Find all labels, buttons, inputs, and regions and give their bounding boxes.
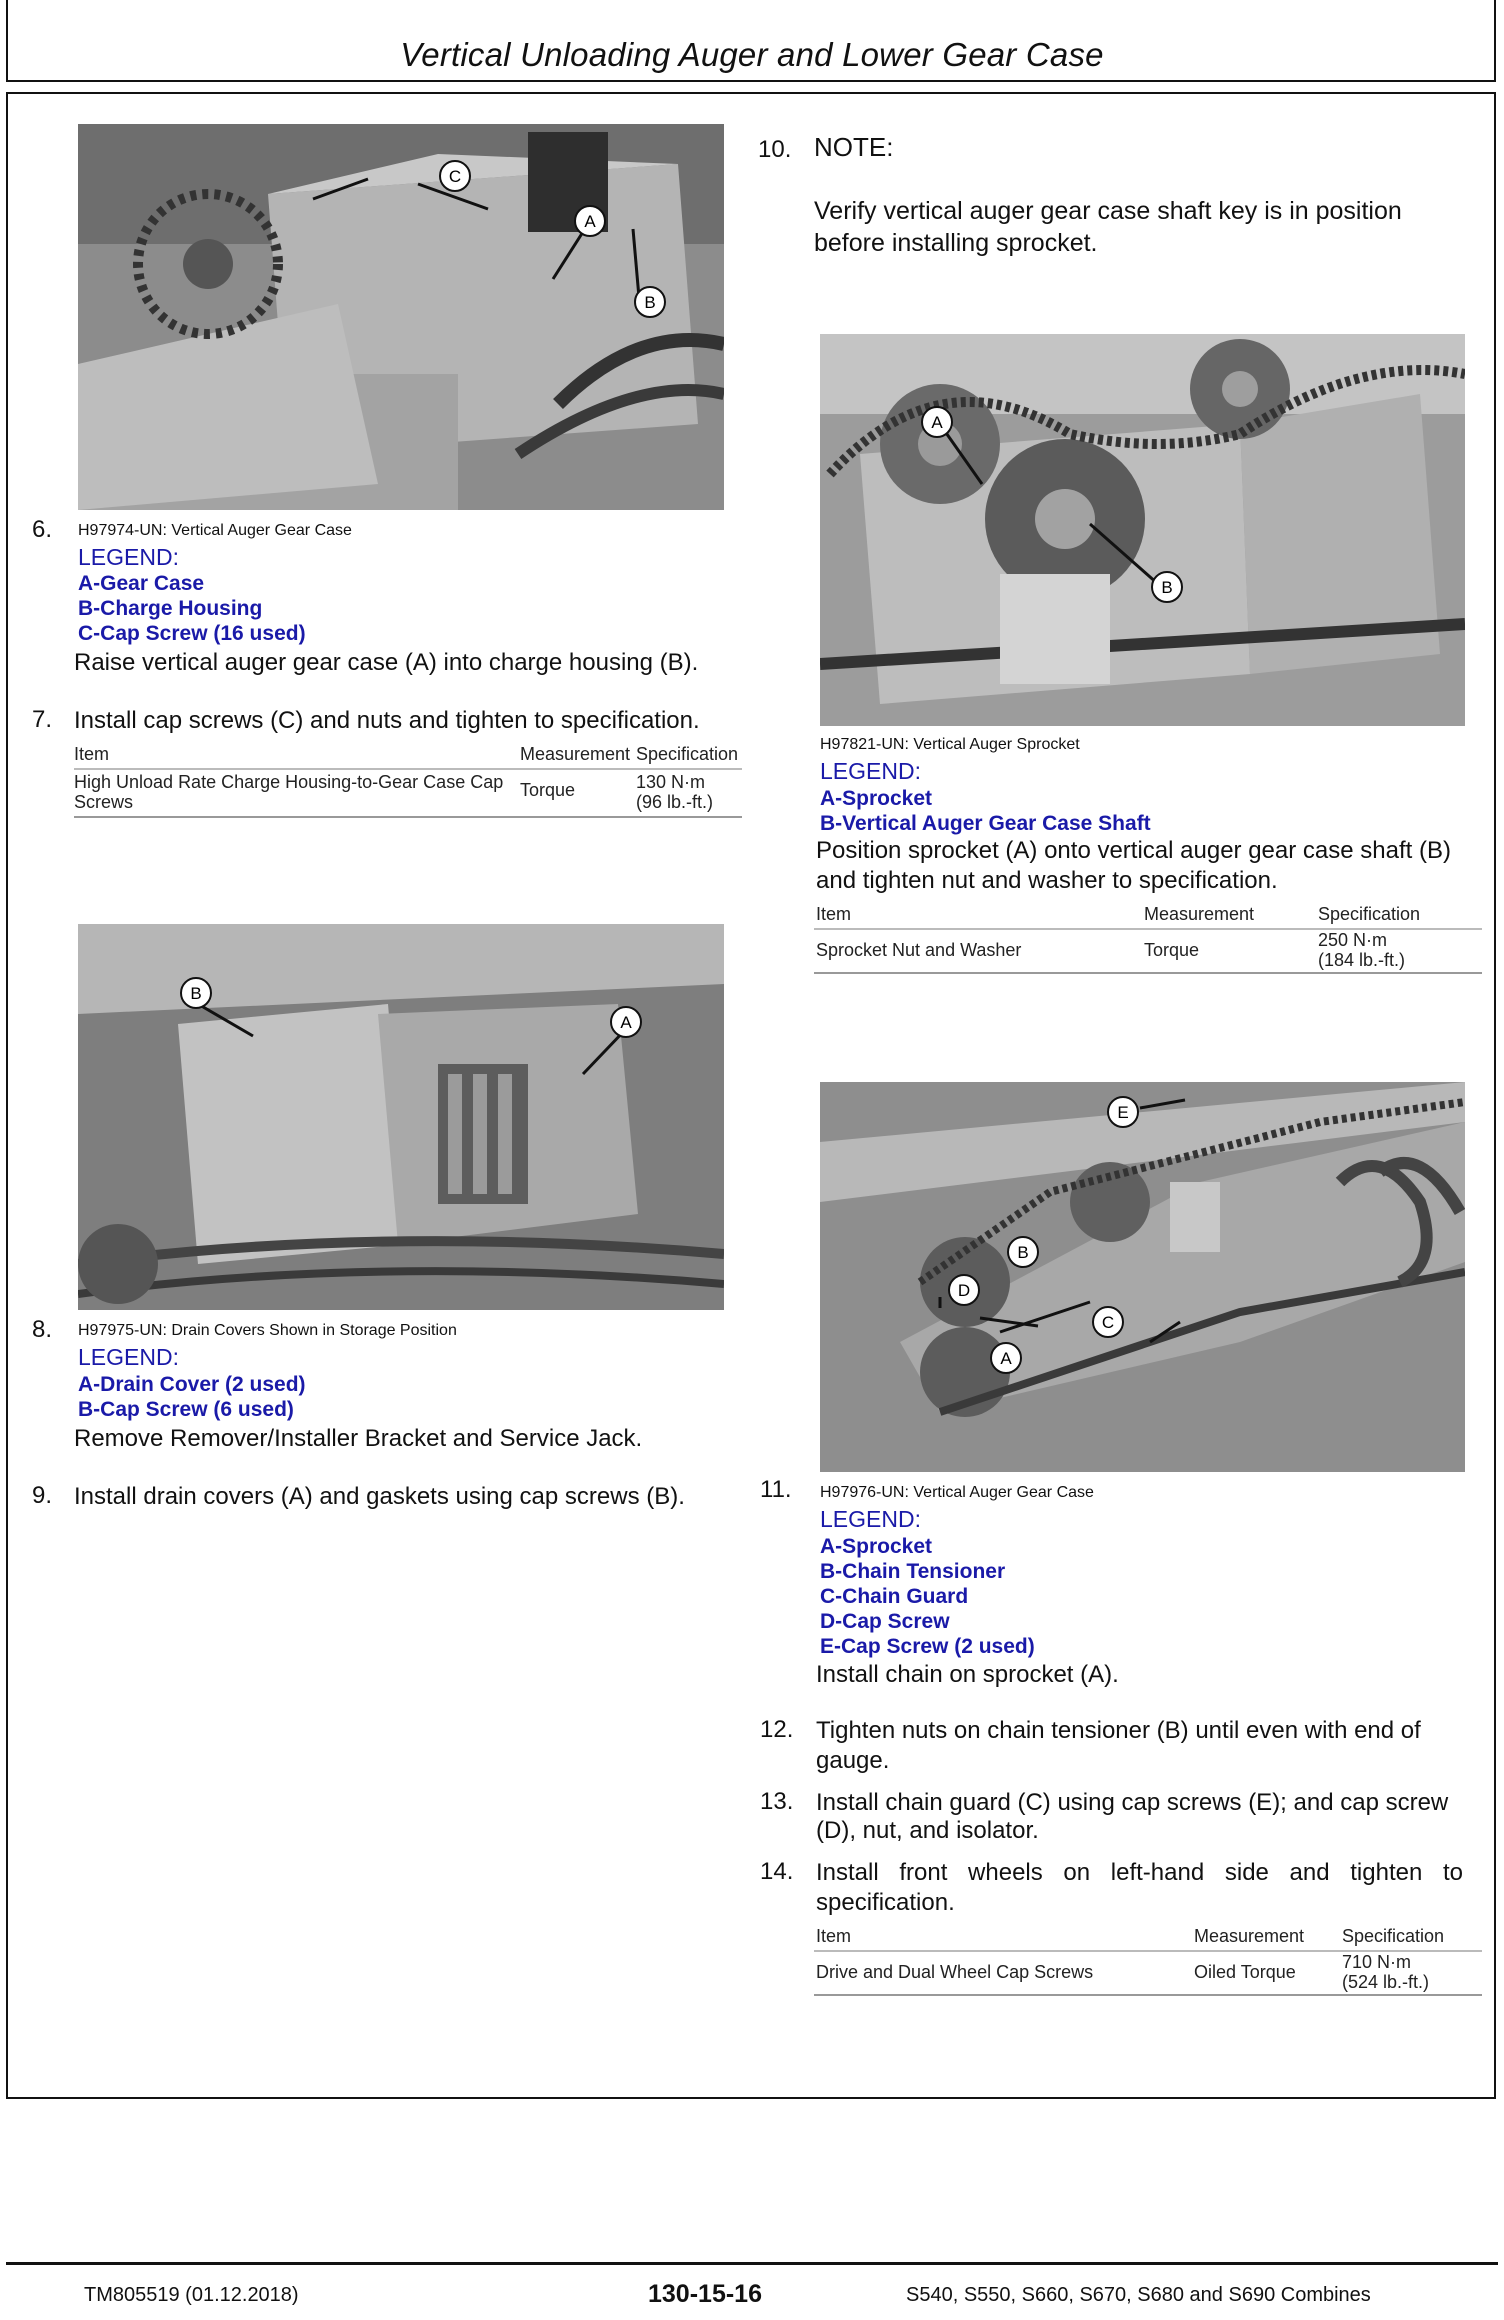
step-number: 14. xyxy=(760,1858,794,1885)
note-text: Verify vertical auger gear case shaft key is in position xyxy=(814,197,1402,225)
legend-list xyxy=(820,786,1151,836)
photo-drain-covers xyxy=(78,924,724,1310)
callout-letter: E xyxy=(1117,1103,1129,1122)
table-header-measurement: Measurement xyxy=(1194,1926,1305,1946)
table-cell-spec: 710 N·m xyxy=(1342,1952,1412,1972)
spec-table xyxy=(74,744,742,822)
step-number: 12. xyxy=(760,1716,794,1743)
table-rule xyxy=(74,768,742,770)
table-header-item: Item xyxy=(74,744,110,764)
table-header-specification: Specification xyxy=(1342,1926,1445,1946)
step-text: Install drain covers (A) and gaskets using cap screws (B). xyxy=(74,1483,685,1510)
table-rule xyxy=(814,1994,1482,1996)
table-cell-measurement: Torque xyxy=(520,780,576,800)
spec-table xyxy=(814,904,1482,976)
step-number: 11. xyxy=(760,1476,792,1503)
table-cell-spec: (184 lb.-ft.) xyxy=(1318,950,1406,970)
footer-rule xyxy=(6,2262,1498,2265)
page-title: Vertical Unloading Auger and Lower Gear Case xyxy=(400,36,1104,73)
table-cell-spec: (96 lb.-ft.) xyxy=(636,792,714,812)
legend-title: LEGEND: xyxy=(820,1506,921,1532)
legend-item: A-Gear Case xyxy=(78,572,205,595)
legend-title: LEGEND: xyxy=(820,758,921,784)
figure-caption: H97974-UN: Vertical Auger Gear Case xyxy=(78,522,352,539)
table-cell-spec: 130 N·m xyxy=(636,772,706,792)
step-number: 13. xyxy=(760,1788,794,1815)
step-text: Install chain on sprocket (A). xyxy=(816,1661,1119,1688)
spec-table xyxy=(814,1926,1482,1998)
table-cell-item: Screws xyxy=(74,792,134,812)
callout-letter: B xyxy=(644,293,656,312)
legend-list xyxy=(78,1372,306,1422)
legend-item: C-Chain Guard xyxy=(820,1585,969,1608)
step-text: specification. xyxy=(816,1889,955,1916)
table-header-measurement: Measurement xyxy=(1144,904,1255,924)
step-number: 9. xyxy=(32,1482,53,1509)
legend-item: B-Cap Screw (6 used) xyxy=(78,1398,294,1421)
note-label: NOTE: xyxy=(814,132,894,162)
legend-item: B-Chain Tensioner xyxy=(820,1560,1006,1583)
callout-letter: B xyxy=(1161,578,1173,597)
table-cell-item: Sprocket Nut and Washer xyxy=(816,940,1022,960)
table-cell-item: High Unload Rate Charge Housing-to-Gear Case Cap xyxy=(74,772,504,792)
table-header-specification: Specification xyxy=(1318,904,1421,924)
legend-item: C-Cap Screw (16 used) xyxy=(78,622,306,645)
step-text: Tighten nuts on chain tensioner (B) until even with end of xyxy=(816,1717,1421,1744)
legend-item: A-Drain Cover (2 used) xyxy=(78,1373,306,1396)
legend-item: B-Vertical Auger Gear Case Shaft xyxy=(820,812,1151,835)
legend-item: B-Charge Housing xyxy=(78,597,263,620)
legend-title: LEGEND: xyxy=(78,1344,179,1370)
legend-item: A-Sprocket xyxy=(820,787,933,810)
footer-models: S540, S550, S660, S670, S680 and S690 Combines xyxy=(906,2284,1371,2306)
table-cell-measurement: Torque xyxy=(1144,940,1200,960)
table-cell-item: Drive and Dual Wheel Cap Screws xyxy=(816,1962,1094,1982)
step-text: (D), nut, and isolator. xyxy=(816,1817,1039,1844)
table-header-item: Item xyxy=(816,1926,852,1946)
callout-letter: B xyxy=(190,984,202,1003)
figure-caption: H97821-UN: Vertical Auger Sprocket xyxy=(820,736,1080,753)
step-text: Remove Remover/Installer Bracket and Service Jack. xyxy=(74,1425,643,1452)
step-text: Position sprocket (A) onto vertical auger gear case shaft (B) xyxy=(816,837,1451,864)
legend-item: D-Cap Screw xyxy=(820,1610,950,1633)
footer-doc-id: TM805519 (01.12.2018) xyxy=(84,2284,299,2306)
figure-caption: H97975-UN: Drain Covers Shown in Storage Position xyxy=(78,1322,457,1339)
table-header-measurement: Measurement xyxy=(520,744,631,764)
callout-letter: A xyxy=(1000,1349,1012,1368)
step-text: Raise vertical auger gear case (A) into charge housing (B). xyxy=(74,649,699,676)
callout-letter: D xyxy=(957,1281,971,1300)
step-text: and tighten nut and washer to specification. xyxy=(816,867,1278,894)
table-header-item: Item xyxy=(816,904,852,924)
legend-list xyxy=(820,1534,1035,1659)
table-header-specification: Specification xyxy=(636,744,739,764)
note-text: before installing sprocket. xyxy=(814,229,1098,257)
legend-title: LEGEND: xyxy=(78,544,179,570)
step-text: Install front wheels on left-hand side and tighten to xyxy=(816,1859,1464,1886)
figure-caption: H97976-UN: Vertical Auger Gear Case xyxy=(820,1484,1094,1501)
step-text: gauge. xyxy=(816,1747,890,1774)
footer-page-number: 130-15-16 xyxy=(648,2280,762,2308)
callout-letter: A xyxy=(620,1013,632,1032)
table-cell-spec: 250 N·m xyxy=(1318,930,1388,950)
callout-letter: A xyxy=(584,212,596,231)
step-number: 7. xyxy=(32,706,53,733)
table-cell-measurement: Oiled Torque xyxy=(1194,1962,1296,1982)
legend-item: A-Sprocket xyxy=(820,1535,933,1558)
legend-list xyxy=(78,571,306,646)
step-number: 6. xyxy=(32,516,53,543)
table-rule xyxy=(814,972,1482,974)
callout-letter: A xyxy=(931,413,943,432)
table-cell-spec: (524 lb.-ft.) xyxy=(1342,1972,1430,1992)
photo-vertical-auger-sprocket xyxy=(820,334,1465,726)
step-text: Install chain guard (C) using cap screws (E); and cap screw xyxy=(816,1789,1449,1816)
callout-letter: C xyxy=(1101,1313,1115,1332)
callout-letter: C xyxy=(448,167,462,186)
step-number: 8. xyxy=(32,1316,53,1343)
step-text: Install cap screws (C) and nuts and tighten to specification. xyxy=(74,707,700,734)
photo-vertical-auger-gear-case xyxy=(78,124,724,510)
legend-item: E-Cap Screw (2 used) xyxy=(820,1635,1035,1658)
step-number: 10. xyxy=(758,136,792,163)
callout-letter: B xyxy=(1017,1243,1029,1262)
photo-vertical-auger-gear-case-chain xyxy=(820,1082,1465,1472)
table-rule xyxy=(74,816,742,818)
